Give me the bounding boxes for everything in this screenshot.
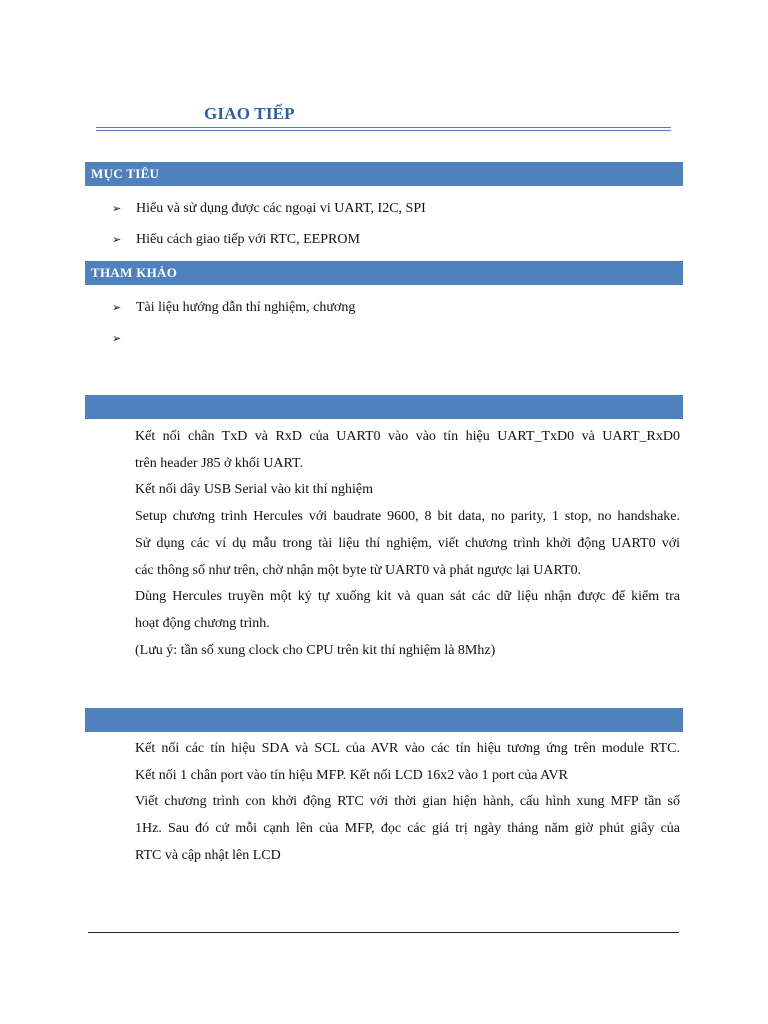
arrowhead-bullet-icon: ➢	[112, 301, 122, 314]
reference-item-text: Tài liệu hướng dẫn thí nghiệm, chương	[136, 300, 356, 315]
paragraph-line: Setup chương trình Hercules với baudrate 9600, 8 bit data, no parity, 1 stop, no handshake.	[135, 509, 680, 525]
objective-item	[112, 200, 426, 218]
paragraph-line: hoạt động chương trình.	[135, 615, 270, 631]
paragraph-line: Kết nối dây USB Serial vào kit thí nghiệm	[135, 482, 373, 498]
paragraph-line: Kết nối 1 chân port vào tín hiệu MFP. Kết nối LCD 16x2 vào 1 port của AVR	[135, 767, 568, 783]
rtc-instructions	[135, 736, 680, 870]
paragraph-line: Dùng Hercules truyền một ký tự xuống kit và quan sát các dữ liệu nhận được để kiểm tra	[135, 589, 680, 605]
arrowhead-bullet-icon: ➢	[112, 233, 122, 246]
paragraph-line: các thông số như trên, chờ nhận một byte từ UART0 và phát ngược lại UART0.	[135, 562, 582, 578]
reference-item	[112, 330, 136, 348]
section-heading-objectives: MỤC TIÊU	[85, 162, 683, 186]
paragraph-line: (Lưu ý: tần số xung clock cho CPU trên kit thí nghiệm là 8Mhz)	[135, 642, 496, 658]
paragraph-line: Kết nối các tín hiệu SDA và SCL của AVR vào các tín hiệu tương ứng trên module RTC.	[135, 741, 680, 756]
paragraph-line: RTC và cập nhật lên LCD	[135, 847, 281, 863]
section-heading-uart	[85, 395, 683, 419]
page-title: GIAO TIẾP	[204, 104, 295, 123]
objective-item-text: Hiểu và sử dụng được các ngoại vi UART, I2C, SPI	[136, 201, 426, 216]
title-underline	[96, 127, 671, 131]
arrowhead-bullet-icon: ➢	[112, 202, 122, 215]
paragraph-line: Sử dụng các ví dụ mẫu trong tài liệu thí nghiệm, viết chương trình khởi động UART0 với	[135, 535, 680, 551]
paragraph-line: Kết nối chân TxD và RxD của UART0 vào vào tín hiệu UART_TxD0 và UART_RxD0	[135, 429, 680, 444]
paragraph-line: Viết chương trình con khởi động RTC với thời gian hiện hành, cấu hình xung MFP tần số	[135, 794, 680, 810]
paragraph-line: trên header J85 ở khối UART.	[135, 455, 304, 471]
section-heading-references: THAM KHẢO	[85, 261, 683, 285]
footer-divider	[88, 932, 679, 933]
section-heading-rtc	[85, 708, 683, 732]
reference-item	[112, 299, 355, 317]
objective-item-text: Hiểu cách giao tiếp với RTC, EEPROM	[136, 232, 360, 247]
uart-instructions	[135, 424, 680, 664]
arrowhead-bullet-icon: ➢	[112, 332, 122, 345]
paragraph-line: 1Hz. Sau đó cứ mỗi cạnh lên của MFP, đọc các giá trị ngày tháng năm giờ phút giây của	[135, 821, 680, 837]
objective-item	[112, 231, 360, 249]
